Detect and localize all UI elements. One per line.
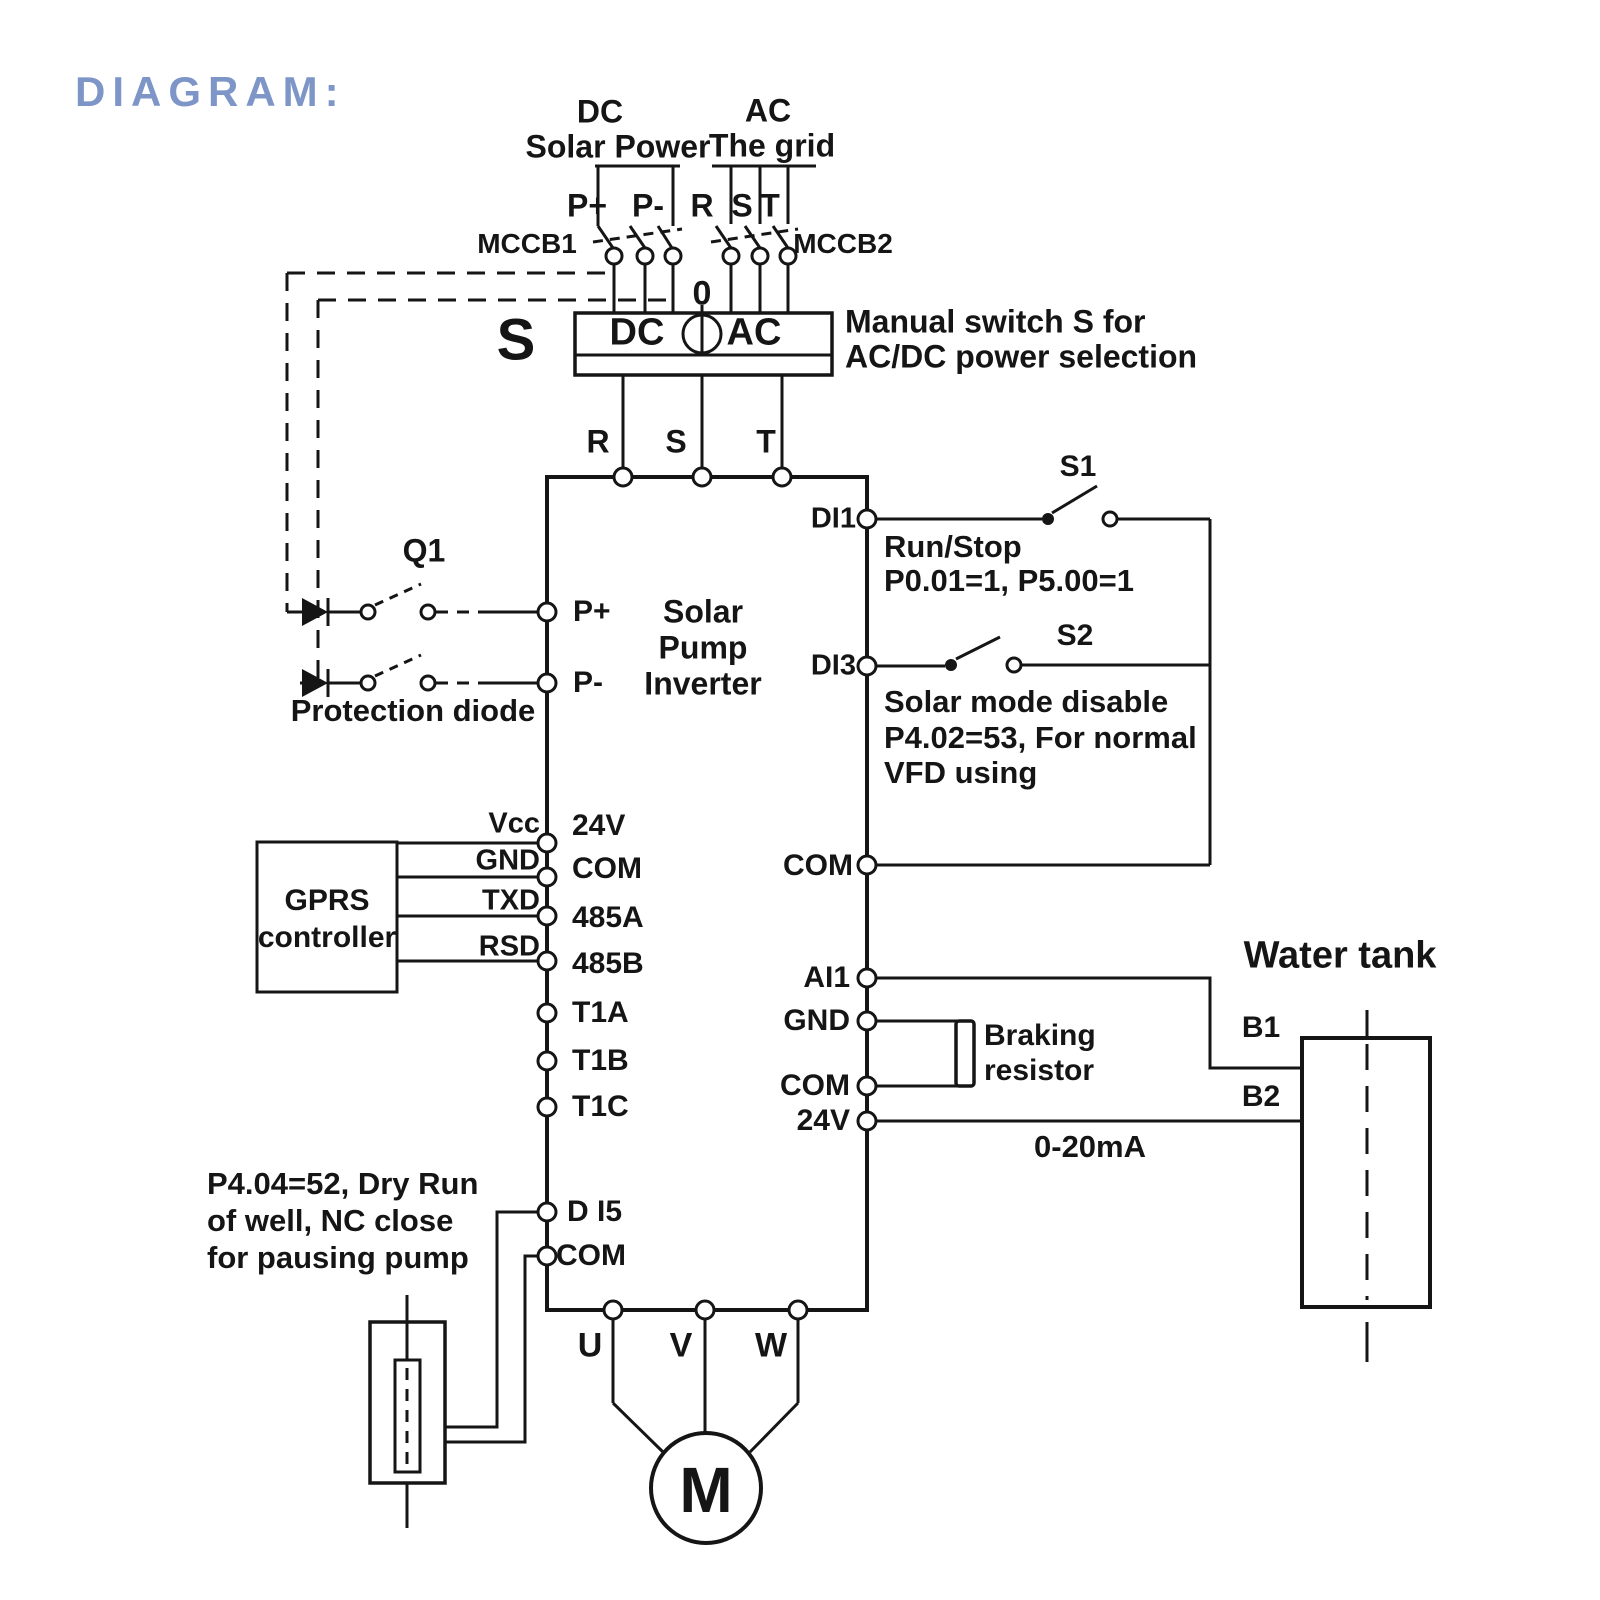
dry-run-note-line1: P4.04=52, Dry Run (207, 1166, 479, 1201)
rst-out-s-label: S (665, 423, 687, 460)
inverter-24v-left-label: 24V (572, 809, 626, 842)
inverter-title-line1: Solar (662, 593, 744, 630)
terminal-p-minus-label: P- (632, 187, 664, 224)
inverter-com-bottom-label: COM (556, 1239, 626, 1272)
selector-dc-label: DC (609, 311, 665, 354)
q1-label: Q1 (402, 532, 446, 569)
selector-note-line2: AC/DC power selection (845, 338, 1198, 375)
s2-note-line3: VFD using (884, 755, 1038, 790)
ac-source-name-label: The grid (708, 127, 836, 164)
gprs-label-line1: GPRS (284, 884, 370, 917)
selector-note-line1: Manual switch S for (845, 303, 1146, 340)
inverter-p-plus-label: P+ (573, 595, 611, 628)
inverter-t1b-label: T1B (572, 1044, 629, 1077)
inverter-com2-right-label: COM (780, 1069, 850, 1102)
gprs-txd-label: TXD (482, 884, 540, 917)
dry-run-note-line2: of well, NC close (207, 1203, 454, 1238)
rst-out-r-label: R (586, 423, 610, 460)
water-tank-symbol (1302, 1010, 1430, 1362)
s2-label: S2 (1056, 619, 1094, 652)
inverter-485b-label: 485B (572, 947, 644, 980)
motor-label: M (679, 1454, 733, 1526)
braking-resistor-symbol (876, 1021, 974, 1086)
inverter-com-right-label: COM (783, 849, 853, 882)
s2-note-line2: P4.02=53, For normal (884, 720, 1197, 755)
dc-source-name-label: Solar Power (525, 128, 711, 165)
inverter-gnd-right-label: GND (783, 1004, 850, 1037)
protection-diode-label: Protection diode (290, 693, 536, 728)
s1-note-line1: Run/Stop (884, 529, 1022, 564)
inverter-24v-right-label: 24V (796, 1104, 850, 1137)
inverter-t1a-label: T1A (572, 996, 629, 1029)
inverter-di3-label: DI3 (810, 649, 856, 682)
gprs-gnd-label: GND (475, 844, 540, 877)
mccb1-breaker-symbol (593, 226, 682, 313)
gprs-label-line2: controller (257, 921, 397, 954)
s1-note-line2: P0.01=1, P5.00=1 (884, 563, 1134, 598)
ac-source-type-label: AC (744, 92, 792, 129)
selector-off-label: 0 (692, 274, 712, 313)
terminal-s-label: S (731, 187, 753, 224)
braking-resistor-label-line2: resistor (984, 1054, 1095, 1087)
output-u-label: U (577, 1326, 603, 1365)
mccb2-label: MCCB2 (793, 228, 893, 259)
page-title: DIAGRAM: (75, 68, 346, 115)
output-w-label: W (754, 1326, 788, 1365)
q1-diode-circuit (287, 584, 538, 697)
inverter-485a-label: 485A (572, 901, 644, 934)
tank-b1-label: B1 (1241, 1011, 1281, 1044)
inverter-t1c-label: T1C (572, 1090, 629, 1123)
inverter-ai1-label: AI1 (803, 961, 850, 994)
tank-b2-label: B2 (1241, 1080, 1281, 1113)
dc-source-type-label: DC (576, 93, 624, 130)
gprs-vcc-label: Vcc (488, 807, 540, 840)
well-level-sensor (370, 1295, 445, 1528)
signal-0-20ma-label: 0-20mA (1034, 1129, 1146, 1164)
dry-run-note-line3: for pausing pump (207, 1240, 469, 1275)
inverter-title-line3: Inverter (644, 665, 762, 702)
s2-switch-circuit (876, 637, 1210, 672)
inverter-com-left-label: COM (572, 852, 642, 885)
water-tank-label: Water tank (1243, 934, 1437, 977)
terminal-t-label: T (760, 187, 780, 224)
selector-switch-name: S (496, 307, 536, 373)
s2-note-line1: Solar mode disable (884, 684, 1169, 719)
terminal-p-plus-label: P+ (566, 187, 608, 224)
mccb1-label: MCCB1 (477, 228, 577, 259)
inverter-title-line2: Pump (658, 629, 748, 666)
rst-out-t-label: T (756, 423, 776, 460)
braking-resistor-label-line1: Braking (984, 1019, 1096, 1052)
inverter-di5-label: D I5 (567, 1195, 623, 1228)
selector-ac-label: AC (726, 311, 782, 354)
s1-label: S1 (1059, 450, 1097, 483)
terminal-r-label: R (690, 187, 714, 224)
inverter-di1-label: DI1 (810, 502, 856, 535)
inverter-p-minus-label: P- (573, 666, 603, 699)
gprs-rsd-label: RSD (478, 930, 540, 963)
output-v-label: V (669, 1326, 693, 1365)
mccb2-breaker-symbol (711, 226, 798, 313)
